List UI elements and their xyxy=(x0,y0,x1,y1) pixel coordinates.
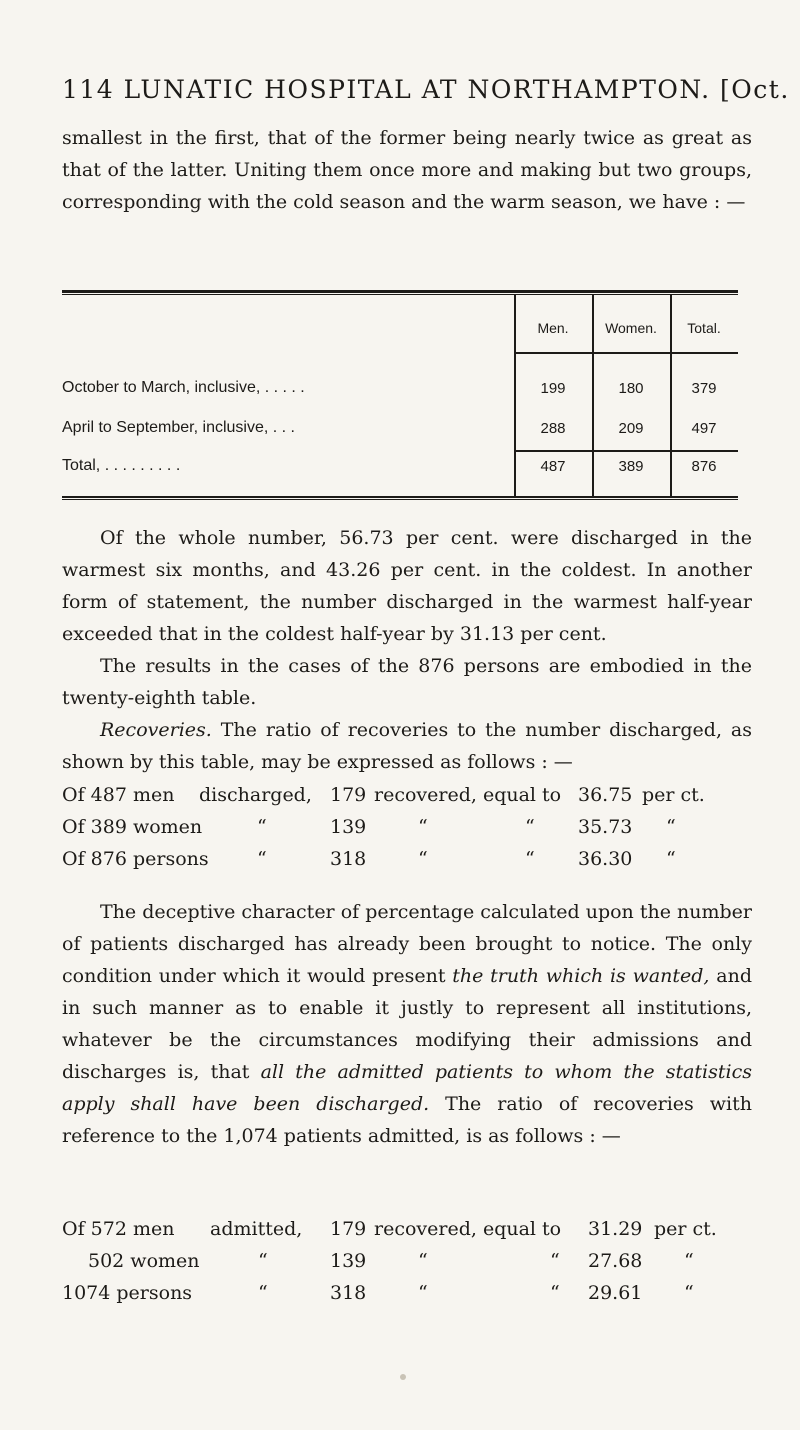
cell-cold-total: 379 xyxy=(691,380,717,397)
stat-row-admitted-men: Of 572 men admitted, 179 recovered, equal to 31.29 per ct. xyxy=(62,1218,717,1240)
sum-rule xyxy=(514,450,738,452)
paragraph-results: The results in the cases of the 876 persons are embodied in the twenty-eighth table. xyxy=(62,655,752,709)
row-label-total: Total, . . . . . . . . . xyxy=(62,457,181,474)
header-men: Men. xyxy=(537,320,569,336)
stat-row-admitted-women: 502 women “ 139 “ “ 27.68 “ xyxy=(88,1250,694,1272)
cell-cold-men: 199 xyxy=(540,380,566,397)
cell-warm-women: 209 xyxy=(618,420,644,437)
page-speck xyxy=(400,1374,406,1380)
table-bottom-rule xyxy=(62,496,738,498)
row-label-cold: October to March, inclusive, . . . . . xyxy=(62,379,305,396)
recoveries-heading: Recoveries. xyxy=(100,719,212,741)
table-top-rule-thin xyxy=(62,294,738,295)
stat-row-admitted-persons: 1074 persons “ 318 “ “ 29.61 “ xyxy=(62,1282,694,1304)
cell-total-women: 389 xyxy=(618,458,644,475)
paragraph-percentages: Of the whole number, 56.73 per cent. were discharged in the warmest six months, and 43.26 per cent. in the coldest. In another form of statement, the number discharged in the warmest half-year exceeded that in the coldest half-year by 31.13 per cent. xyxy=(62,527,752,645)
paragraph-deceptive: The deceptive character of percentage calculated upon the number of patients discharged has already been brought to notice. The only condition under which it would present the truth which is wanted, and in such manner as to enable it justly to represent all institutions, whatever be the circumstances modifying their admissions and discharges is, that all the admitted patients to whom the statistics apply shall have been discharged. The ratio of recoveries with reference to the 1,074 patients admitted, is as follows : — xyxy=(62,901,752,1147)
recoveries-text: The ratio of recoveries to the number discharged, as shown by this table, may be expressed as follows : — xyxy=(62,719,752,773)
paragraph-intro: smallest in the first, that of the former being nearly twice as great as that of the latter. Uniting them once more and making but two groups, corresponding with the cold season and the warm season, we have : — xyxy=(62,127,752,213)
stat-row-discharged-persons: Of 876 persons “ 318 “ “ 36.30 “ xyxy=(62,848,676,870)
header-total: Total. xyxy=(687,320,721,336)
season-table xyxy=(62,290,738,500)
header-underline xyxy=(514,352,738,354)
cell-total-total: 876 xyxy=(691,458,717,475)
row-label-warm: April to September, inclusive, . . . xyxy=(62,419,295,436)
stat-row-discharged-men: Of 487 men discharged, 179 recovered, equal to 36.75 per ct. xyxy=(62,784,705,806)
cell-warm-total: 497 xyxy=(691,420,717,437)
stat-row-discharged-women: Of 389 women “ 139 “ “ 35.73 “ xyxy=(62,816,676,838)
table-bottom-rule-thin xyxy=(62,499,738,500)
cell-total-men: 487 xyxy=(540,458,566,475)
cell-warm-men: 288 xyxy=(540,420,566,437)
cell-cold-women: 180 xyxy=(618,380,644,397)
paragraph-recoveries xyxy=(62,714,752,778)
header-women: Women. xyxy=(605,320,657,336)
table-top-rule xyxy=(62,290,738,293)
page-header: 114 LUNATIC HOSPITAL AT NORTHAMPTON. [Oct. xyxy=(62,75,790,104)
